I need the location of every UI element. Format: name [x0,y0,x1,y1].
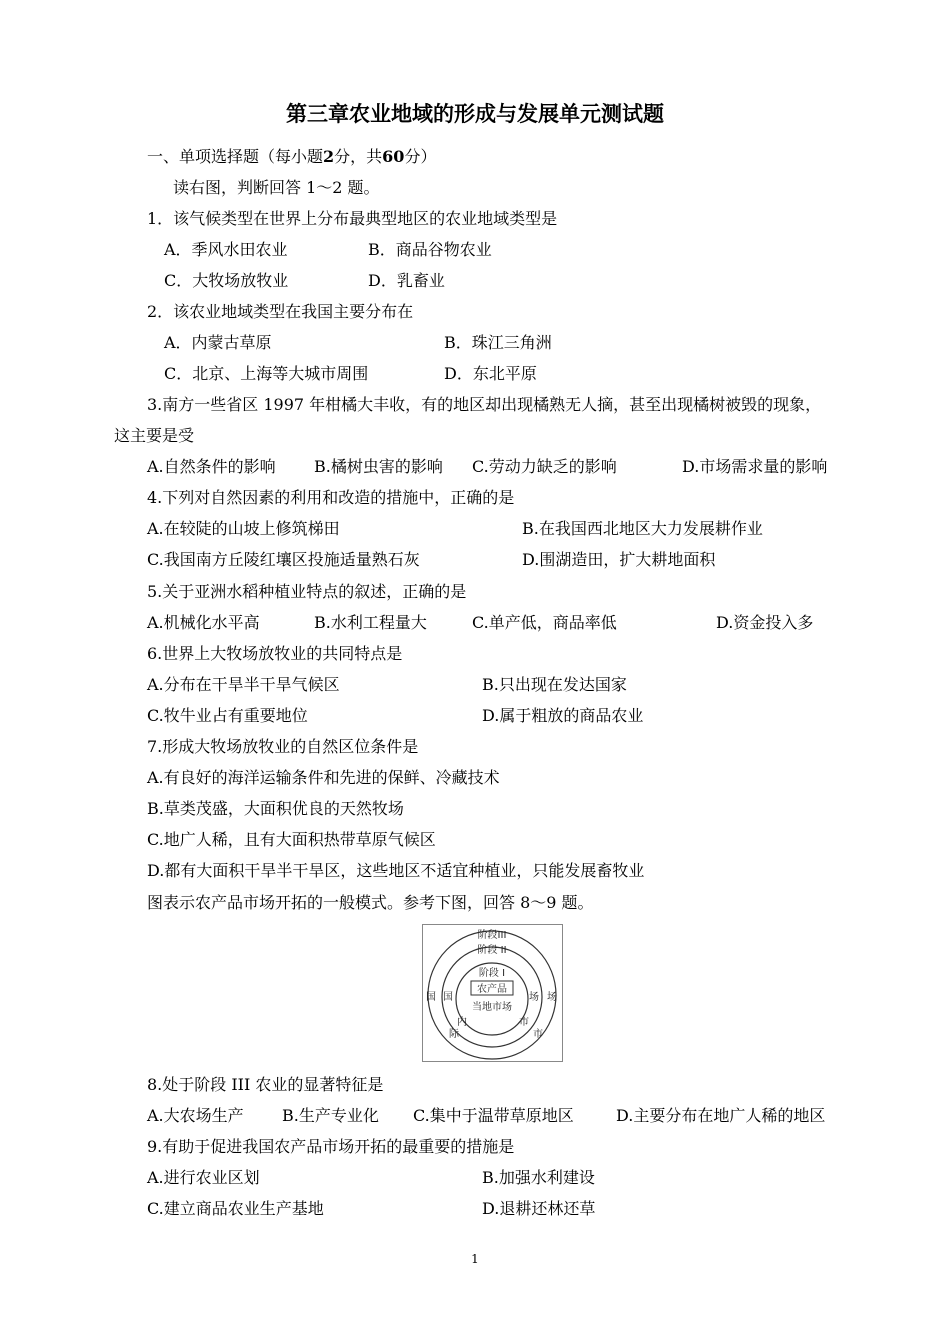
q1-option-a: A．季风水田农业 [164,240,288,259]
intro-1-2: 读右图，判断回答 1～2 题。 [173,178,380,197]
q2-stem: 2．该农业地域类型在我国主要分布在 [147,302,414,321]
q3-option-d: D.市场需求量的影响 [682,457,828,476]
q2-option-a: A．内蒙古草原 [164,333,272,352]
q7-option-d: D.都有大面积干旱半干旱区，这些地区不适宜种植业，只能发展畜牧业 [147,861,645,880]
right-char-1: 场 [529,992,539,1003]
section-heading: 一、单项选择题（每小题2分，共60分） [147,147,437,166]
page-title: 第三章农业地域的形成与发展单元测试题 [286,102,664,126]
q2-option-c: C．北京、上海等大城市周围 [164,364,369,383]
q9-option-a: A.进行农业区划 [147,1168,260,1187]
q7-stem: 7.形成大牧场放牧业的自然区位条件是 [147,737,419,756]
stage-3-label: 阶段III [477,930,507,941]
q3-option-a: A.自然条件的影响 [147,457,276,476]
q9-option-c: C.建立商品农业生产基地 [147,1199,324,1218]
q5-stem: 5.关于亚洲水稻种植业特点的叙述，正确的是 [147,582,467,601]
stage-1-label: 阶段 I [478,968,506,979]
q8-option-c: C.集中于温带草原地区 [413,1106,574,1125]
q4-option-d: D.围湖造田，扩大耕地面积 [522,550,716,569]
bottom-left-char-1: 内 [457,1017,467,1028]
q4-option-c: C.我国南方丘陵红壤区投施适量熟石灰 [147,550,420,569]
q1-option-b: B．商品谷物农业 [368,240,492,259]
q2-option-b: B．珠江三角洲 [444,333,552,352]
q8-option-d: D.主要分布在地广人稀的地区 [616,1106,826,1125]
market-expansion-figure [422,924,563,1062]
intro-8-9: 图表示农产品市场开拓的一般模式。参考下图，回答 8～9 题。 [147,893,594,912]
bottom-left-char-2: 际 [449,1029,459,1040]
q8-stem: 8.处于阶段 III 农业的显著特征是 [147,1075,384,1094]
q1-option-d: D．乳畜业 [368,271,445,290]
q6-option-c: C.牧牛业占有重要地位 [147,706,308,725]
q5-option-d: D.资金投入多 [716,613,814,632]
local-market-label: 当地市场 [472,1002,512,1013]
q9-option-b: B.加强水利建设 [482,1168,595,1187]
bottom-right-char-1: 市 [519,1017,529,1028]
q6-option-d: D.属于粗放的商品农业 [482,706,644,725]
bottom-right-char-2: 市 [533,1029,543,1040]
right-char-2: 场 [547,992,557,1003]
q5-option-a: A.机械化水平高 [147,613,260,632]
page-number: 1 [471,1252,479,1266]
q4-option-b: B.在我国西北地区大力发展耕作业 [522,519,763,538]
q8-option-a: A.大农场生产 [147,1106,244,1125]
q4-stem: 4.下列对自然因素的利用和改造的措施中，正确的是 [147,488,515,507]
q5-option-c: C.单产低，商品率低 [472,613,617,632]
q3-option-c: C.劳动力缺乏的影响 [472,457,617,476]
q6-option-a: A.分布在干旱半干旱气候区 [147,675,340,694]
q2-option-d: D．东北平原 [444,364,537,383]
q6-stem: 6.世界上大牧场放牧业的共同特点是 [147,644,403,663]
q7-option-b: B.草类茂盛，大面积优良的天然牧场 [147,799,404,818]
q9-stem: 9.有助于促进我国农产品市场开拓的最重要的措施是 [147,1137,515,1156]
stage-2-label: 阶段 II [477,945,507,956]
q7-option-c: C.地广人稀，且有大面积热带草原气候区 [147,830,436,849]
q8-option-b: B.生产专业化 [282,1106,379,1125]
left-char-1: 国 [426,992,436,1003]
q3-option-b: B.橘树虫害的影响 [314,457,443,476]
q7-option-a: A.有良好的海洋运输条件和先进的保鲜、冷藏技术 [147,768,500,787]
q4-option-a: A.在较陡的山坡上修筑梯田 [147,519,340,538]
q5-option-b: B.水利工程量大 [314,613,427,632]
q3-stem-line2: 这主要是受 [114,426,195,445]
q1-option-c: C．大牧场放牧业 [164,271,289,290]
q6-option-b: B.只出现在发达国家 [482,675,627,694]
left-char-2: 国 [443,992,453,1003]
product-label: 农产品 [477,984,507,995]
q3-stem-line1: 3.南方一些省区 1997 年柑橘大丰收，有的地区却出现橘熟无人摘，甚至出现橘树被毁的现象， [147,395,822,414]
q9-option-d: D.退耕还林还草 [482,1199,596,1218]
q1-stem: 1．该气候类型在世界上分布最典型地区的农业地域类型是 [147,209,558,228]
